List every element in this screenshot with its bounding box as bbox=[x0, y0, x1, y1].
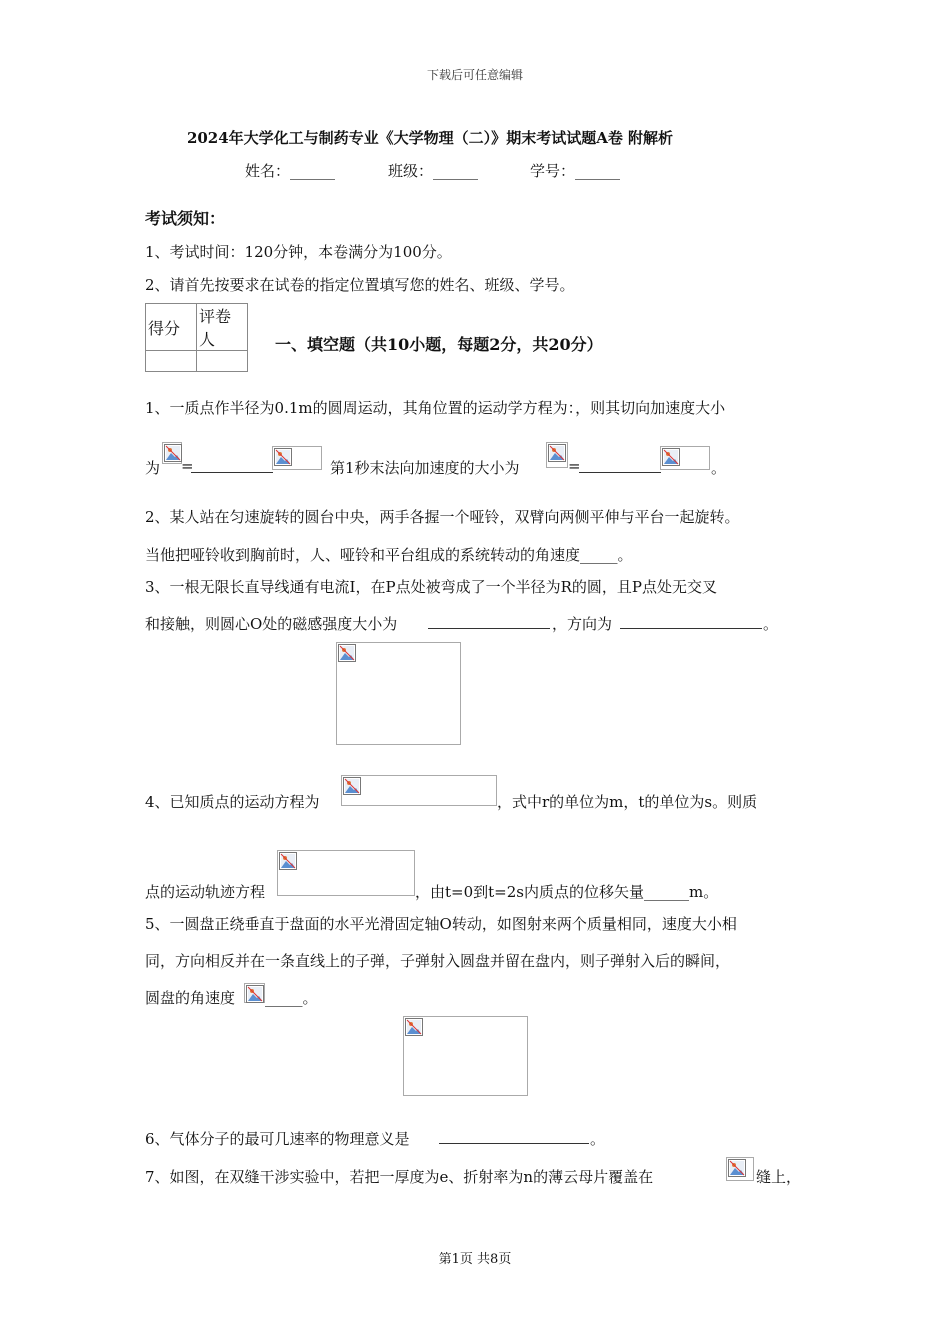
formula-image bbox=[660, 446, 710, 470]
broken-image-icon bbox=[164, 444, 182, 462]
q4-line2-post: ，由t=0到t=2s内质点的位移矢量______m。 bbox=[415, 883, 719, 901]
broken-image-icon bbox=[279, 852, 297, 870]
q5-line1: 5、一圆盘正绕垂直于盘面的水平光滑固定轴O转动，如图射来两个质量相同，速度大小相 bbox=[145, 915, 737, 933]
page-title: 2024年大学化工与制药专业《大学物理（二）》期末考试试题A卷 附解析 bbox=[186, 129, 674, 147]
q1-eq2: = bbox=[568, 457, 581, 475]
notice-heading: 考试须知： bbox=[145, 209, 226, 228]
q5-pre: 圆盘的角速度 bbox=[145, 989, 236, 1007]
name-label: 姓名： bbox=[245, 162, 291, 180]
name-blank: ______ bbox=[290, 162, 336, 180]
notice-item-2: 2、请首先按要求在试卷的指定位置填写您的姓名、班级、学号。 bbox=[145, 276, 575, 294]
formula-image bbox=[341, 775, 497, 806]
broken-image-icon bbox=[343, 777, 361, 795]
broken-image-icon bbox=[405, 1018, 423, 1036]
score-header: 得分 bbox=[146, 304, 197, 351]
q3-mid: ，方向为 bbox=[552, 615, 613, 633]
formula-image bbox=[546, 442, 568, 468]
student-id-field bbox=[530, 160, 620, 181]
q6-pre: 6、气体分子的最可几速率的物理意义是 bbox=[145, 1130, 410, 1148]
q3-blank-2 bbox=[620, 614, 762, 629]
q5-line2: 同，方向相反并在一条直线上的子弹，子弹射入圆盘并留在盘内，则子弹射入后的瞬间， bbox=[145, 952, 731, 970]
score-table bbox=[145, 303, 248, 372]
q1-end: 。 bbox=[711, 459, 727, 477]
q4-pre: 4、已知质点的运动方程为 bbox=[145, 793, 320, 811]
id-label: 学号： bbox=[530, 162, 576, 180]
q3-pre: 和接触，则圆心O处的磁感强度大小为 bbox=[145, 615, 398, 633]
broken-image-icon bbox=[728, 1159, 746, 1177]
broken-image-icon bbox=[338, 644, 356, 662]
broken-image-icon bbox=[246, 985, 264, 1003]
formula-image bbox=[272, 446, 322, 470]
q3-blank-1 bbox=[428, 614, 550, 629]
q1-blank-2 bbox=[579, 458, 661, 473]
q2-line2: 当他把哑铃收到胸前时，人、哑铃和平台组成的系统转动的角速度_____。 bbox=[145, 546, 633, 564]
name-field bbox=[245, 160, 335, 181]
q4-post: ，式中r的单位为m，t的单位为s。则质 bbox=[497, 793, 758, 811]
figure-image bbox=[336, 642, 461, 745]
figure-image bbox=[403, 1016, 528, 1096]
broken-image-icon bbox=[548, 444, 566, 462]
q2-line1: 2、某人站在匀速旋转的圆台中央，两手各握一个哑铃，双臂向两侧平伸与平台一起旋转。 bbox=[145, 508, 740, 526]
q6-blank bbox=[439, 1129, 589, 1144]
class-blank: ______ bbox=[433, 162, 479, 180]
formula-image bbox=[277, 850, 415, 896]
formula-image bbox=[244, 983, 265, 1003]
broken-image-icon bbox=[662, 448, 680, 466]
class-label: 班级： bbox=[388, 162, 434, 180]
q1-mid: 第1秒末法向加速度的大小为 bbox=[330, 459, 520, 477]
header-note: 下载后可任意编辑 bbox=[426, 68, 523, 82]
q7-pre: 7、如图，在双缝干涉实验中，若把一厚度为e、折射率为n的薄云母片覆盖在 bbox=[145, 1168, 654, 1186]
q1-blank-1 bbox=[191, 458, 273, 473]
q1-eq: = bbox=[181, 457, 194, 475]
notice-item-1: 1、考试时间：120分钟，本卷满分为100分。 bbox=[145, 243, 452, 261]
q3-end: 。 bbox=[763, 615, 779, 633]
page-footer: 第1页 共8页 bbox=[438, 1252, 512, 1267]
id-blank: ______ bbox=[575, 162, 621, 180]
class-field bbox=[388, 160, 478, 181]
q5-post: _____。 bbox=[265, 989, 318, 1007]
q7-post: 缝上， bbox=[756, 1168, 802, 1186]
grader-cell bbox=[197, 351, 248, 372]
q1-line1: 1、一质点作半径为0.1m的圆周运动，其角位置的运动学方程为：，则其切向加速度大小 bbox=[145, 399, 726, 417]
q6-end: 。 bbox=[590, 1130, 606, 1148]
broken-image-icon bbox=[274, 448, 292, 466]
q3-line1: 3、一根无限长直导线通有电流I，在P点处被弯成了一个半径为R的圆，且P点处无交叉 bbox=[145, 578, 717, 596]
formula-image bbox=[726, 1157, 754, 1181]
q4-line2-pre: 点的运动轨迹方程 bbox=[145, 883, 266, 901]
section-heading: 一、填空题（共10小题，每题2分，共20分） bbox=[275, 335, 603, 354]
formula-image bbox=[162, 442, 182, 464]
grader-header: 评卷人 bbox=[197, 304, 248, 351]
score-cell bbox=[146, 351, 197, 372]
q1-pre: 为 bbox=[145, 459, 161, 477]
